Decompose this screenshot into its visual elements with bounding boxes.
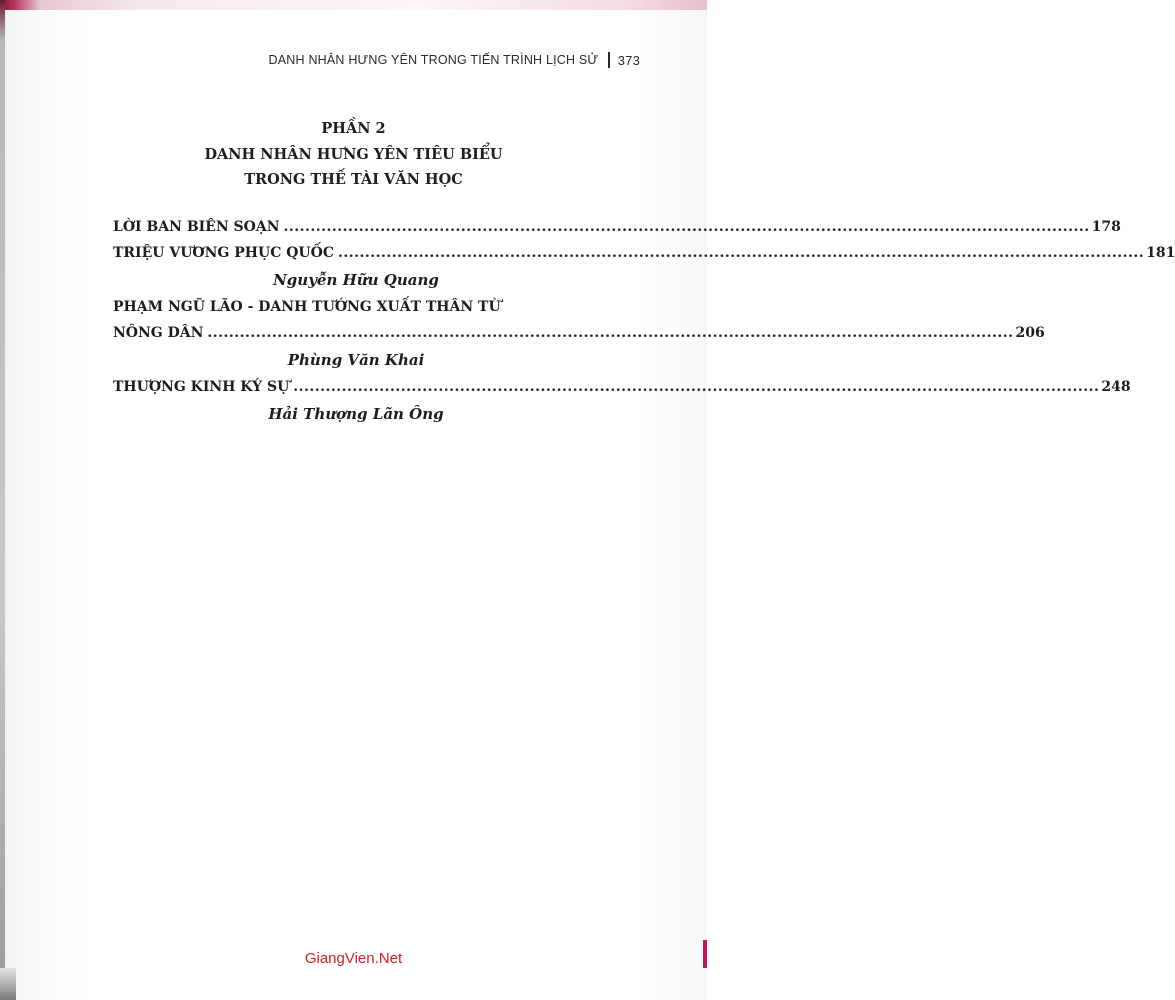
- toc-entry-title: TRIỆU VƯƠNG PHỤC QUỐC: [113, 245, 334, 261]
- toc-entry-page: 181: [1146, 245, 1175, 261]
- toc-entry: [113, 374, 1131, 400]
- toc-entry-page: 248: [1101, 379, 1131, 395]
- toc-leader: ......................................................................................................................................................: [207, 325, 1014, 341]
- toc-entry: [113, 320, 1045, 346]
- running-header-title: DANH NHÂN HƯNG YÊN TRONG TIẾN TRÌNH LỊCH SỬ: [268, 53, 599, 67]
- watermark: GiangVien.Net: [304, 950, 403, 967]
- toc-entry-title: NÔNG DÂN: [113, 325, 204, 341]
- section-title-line1: DANH NHÂN HƯNG YÊN TIÊU BIỂU: [204, 146, 503, 163]
- toc-entry-page: 178: [1091, 219, 1121, 235]
- toc-entry: [113, 214, 1121, 240]
- page-number: 373: [617, 52, 640, 68]
- part-heading: PHẦN 2: [321, 120, 386, 137]
- running-header: [0, 52, 640, 68]
- toc-leader: ......................................................................................................................................................: [293, 379, 1100, 395]
- scan-edge-bottom: [0, 968, 16, 1000]
- toc-entry-author: Hải Thượng Lãn Ông: [268, 405, 444, 423]
- toc-entry-page: 206: [1015, 325, 1045, 341]
- toc-leader: ......................................................................................................................................................: [337, 245, 1145, 261]
- scan-edge-top: [0, 0, 707, 10]
- toc-entry-title-line1: PHẠM NGŨ LÃO - DANH TƯỚNG XUẤT THÂN TỪ: [113, 299, 501, 315]
- toc-entry-title: LỜI BAN BIÊN SOẠN: [113, 219, 280, 235]
- toc-entry-author: Nguyễn Hữu Quang: [273, 271, 439, 289]
- toc-leader: ......................................................................................................................................................: [283, 219, 1090, 235]
- header-divider: [608, 52, 609, 68]
- toc-entry-author: Phùng Văn Khai: [287, 351, 425, 369]
- toc-entry-title: THƯỢNG KINH KÝ SỰ: [113, 379, 290, 395]
- section-title-line2: TRONG THẾ TÀI VĂN HỌC: [244, 171, 463, 188]
- toc-entry: [113, 240, 1175, 266]
- table-of-contents: [113, 214, 1175, 428]
